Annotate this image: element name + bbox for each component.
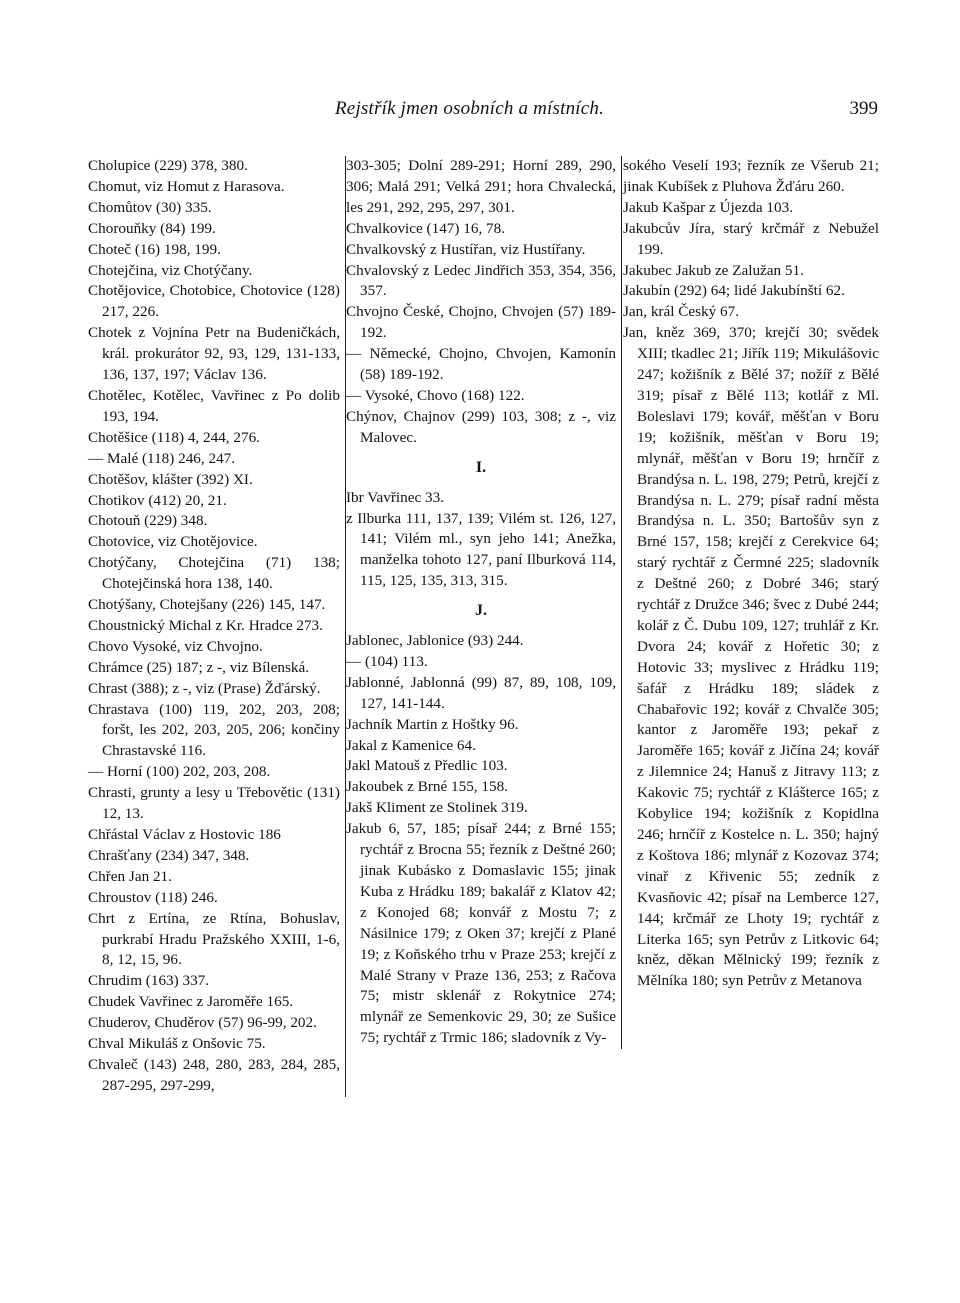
index-entry: z Ilburka 111, 137, 139; Vilém st. 126, 127, 141; Vilém ml., syn jeho 141; Anežka, manželka tohoto 127, paní Ilburková 114, 115, 125, 135, 313, 315. (346, 509, 616, 590)
index-entry: Chuderov, Chuděrov (57) 96-99, 202. (88, 1014, 317, 1032)
index-entry: Chotěšov, klášter (392) XI. (88, 470, 253, 488)
index-entry: Chrasti, grunty a lesy u Třebovětic (131) 12, 13. (88, 784, 340, 823)
index-entry: Jakoubek z Brné 155, 158. (346, 778, 508, 796)
index-entry: — Horní (100) 202, 203, 208. (88, 763, 271, 781)
index-entry: Chotek z Vojnína Petr na Budeničkách, král. prokurátor 92, 93, 129, 131-133, 136, 137, 197; Václav 136. (88, 324, 340, 384)
index-entry: Chomut, viz Homut z Harasova. (88, 177, 285, 195)
index-entry: Jakub Kašpar z Újezda 103. (623, 198, 793, 216)
index-entry: Chrašťany (234) 347, 348. (88, 846, 250, 864)
index-entry: Chudek Vavřinec z Jaroměře 165. (88, 993, 294, 1011)
index-entry: Cholupice (229) 378, 380. (88, 157, 248, 174)
index-entry: 303-305; Dolní 289-291; Horní 289, 290, 306; Malá 291; Velká 291; hora Chvalecká, les 291, 292, 295, 297, 301. (346, 157, 616, 216)
index-entry: Chotejčina, viz Chotýčany. (88, 261, 253, 279)
page-header (0, 98, 960, 128)
section-letter: I. (475, 458, 487, 476)
index-entry: Jan, král Český 67. (623, 303, 739, 321)
index-entry: — Vysoké, Chovo (168) 122. (346, 386, 525, 404)
index-entry: Chotějovice, Chotobice, Chotovice (128) 217, 226. (88, 282, 340, 321)
index-entry: — (104) 113. (346, 652, 428, 670)
index-entry: Chýnov, Chajnov (299) 103, 308; z -, viz Malovec. (346, 407, 616, 446)
index-entry: — Německé, Chojno, Chvojen, Kamonín (58) 189-192. (346, 345, 616, 384)
index-entry: Jablonné, Jablonná (99) 87, 89, 108, 109, 127, 141-144. (346, 673, 616, 712)
index-entry: Chval Mikuláš z Onšovic 75. (88, 1035, 266, 1053)
index-entry: Chotovice, viz Chotějovice. (88, 533, 258, 551)
index-entry: Chotýšany, Chotejšany (226) 145, 147. (88, 596, 326, 614)
index-entry: Chvalovský z Ledec Jindřich 353, 354, 356, 357. (346, 261, 616, 300)
index-entry: Chvaleč (143) 248, 280, 283, 284, 285, 287-295, 297-299, (88, 1055, 340, 1094)
index-entry: Jakub 6, 57, 185; písař 244; z Brné 155; rychtář z Brocna 55; řezník z Deštné 260; jinak Kubásko z Domaslavic 155; jinak Kuba z Hrádku 189; bakalář z Klatov 42; z Konojed 68; konvář z Mostu 7; z Násilnice 179; z Oken 37; krejčí z Plané 19; z Koňského trhu v Praze 253; krejčí z Malé Strany v Praze 136, 253; z Račova 75; mistr sklenář z Rokytnice 274; mlynář ze Semenkovic 29, 30; ze Sušice 75; rychtář z Trmic 186; sladovník z Vy- (346, 820, 616, 1047)
index-entry: Chotikov (412) 20, 21. (88, 491, 227, 509)
index-entry: Chovo Vysoké, viz Chvojno. (88, 637, 263, 655)
index-entry: Jakubec Jakub ze Zalužan 51. (623, 261, 804, 279)
index-entry: Jakubcův Jíra, starý krčmář z Nebužel 199. (623, 219, 879, 258)
index-entry: Jakš Kliment ze Stolinek 319. (346, 799, 528, 817)
index-entry: Jachník Martin z Hoštky 96. (346, 715, 519, 733)
index-entry: Chotělec, Kotělec, Vavřinec z Po dolib 193, 194. (88, 386, 340, 425)
section-letter: J. (475, 602, 487, 620)
index-entry: Jablonec, Jablonice (93) 244. (346, 632, 524, 650)
index-entry: Chřástal Václav z Hostovic 186 (88, 826, 281, 843)
index-entry: Chřen Jan 21. (88, 867, 172, 885)
index-entry: Choustnický Michal z Kr. Hradce 273. (88, 616, 323, 634)
running-title: Rejstřík jmen osobních a místních. (335, 98, 605, 119)
index-entry: Chotýčany, Chotejčina (71) 138; Chotejčinská hora 138, 140. (88, 554, 340, 593)
index-entry: Chvojno České, Chojno, Chvojen (57) 189-192. (346, 303, 616, 342)
index-entry: Jakal z Kamenice 64. (346, 736, 476, 754)
index-entry: Chvalkovský z Hustířan, viz Hustířany. (346, 240, 586, 258)
index-entry: Jakubín (292) 64; lidé Jakubínští 62. (623, 282, 845, 300)
index-entry: sokého Veselí 193; řezník ze Všerub 21; jinak Kubíšek z Pluhova Žďáru 260. (623, 157, 879, 195)
index-entry: Chvalkovice (147) 16, 78. (346, 219, 506, 237)
index-entry: Chroustov (118) 246. (88, 888, 218, 906)
index-column-middle (346, 156, 622, 1049)
index-column-right (623, 156, 879, 992)
index-entry: Choteč (16) 198, 199. (88, 240, 221, 258)
index-entry: Ibr Vavřinec 33. (346, 488, 444, 506)
index-entry: Chotouň (229) 348. (88, 512, 208, 530)
index-entry: Chrastava (100) 119, 202, 203, 208; foršt, les 202, 203, 205, 206; končiny Chrastavské 116. (88, 700, 340, 760)
page-number: 399 (849, 98, 878, 119)
index-entry: Chrámce (25) 187; z -, viz Bílenská. (88, 658, 309, 676)
index-entry: Chotěšice (118) 4, 244, 276. (88, 428, 260, 446)
index-entry: — Malé (118) 246, 247. (88, 449, 236, 467)
index-entry: Chorouňky (84) 199. (88, 219, 216, 237)
index-entry: Chrt z Ertína, ze Rtína, Bohuslav, purkrabí Hradu Pražského XXIII, 1-6, 8, 12, 15, 96. (88, 909, 340, 969)
index-entry: Chomůtov (30) 335. (88, 198, 212, 216)
index-entry: Chrast (388); z -, viz (Prase) Žďárský. (88, 679, 321, 697)
index-entry: Jakl Matouš z Předlic 103. (346, 757, 508, 775)
index-entry: Chrudim (163) 337. (88, 972, 210, 990)
index-column-left (88, 156, 346, 1097)
index-entry: Jan, kněz 369, 370; krejčí 30; svědek XIII; tkadlec 21; Jiřík 119; Mikulášovic 247; kožišník z Bělé 37; nožíř z Bělé 319; písař z Bělé 113; kotlář z Ml. Boleslavi 179; kovář, měšťan v Boru 19; kožišník, měšťan v Boru 19; mlynář, měšťan v Boru 19; hrnčíř z Brandýsa n. L. 198, 279; Petrů, krejčí z Brandýsa n. L. 279; písař radní města Brandýsa n. L. 350; Bartošův syn z Brné 157, 158; krejčí z Cerekvice 64; starý rychtář z Čermné 225; sladovník z Deštné 260; z Dobré 346; starý rychtář z Družce 346; švec z Dubé 244; kolář z Č. Dubu 109, 127; truhlář z Kr. Dvora 24; kovář z Hořetic 30; z Hotovic 33; myslivec z Hrádku 119; šafář z Hrádku 189; sládek z Chabařovic 192; kovář z Chvalče 305; kantor z Jaroměře 193; pekař z Jaroměře 165; kovář z Jičína 24; kovář z Jilemnice 24; Hanuš z Jitravy 113; z Kakovic 75; rychtář z Klášterce 165; z Kobylice 194; kožišník z Kopidlna 246; hrnčíř z Kostelce n. L. 350; hajný z Koštova 186; mlynář z Kozovaz 374; vinař z Křivenic 55; zedník z Kvasňovic 42; písař na Lemberce 127, 144; krčmář ze Lhoty 19; rychtář z Literka 165; syn Petrův z Litkovic 64; kněz, děkan Mělnický 199; řezník z Mělníka 180; syn Petrův z Metanova (623, 324, 879, 990)
